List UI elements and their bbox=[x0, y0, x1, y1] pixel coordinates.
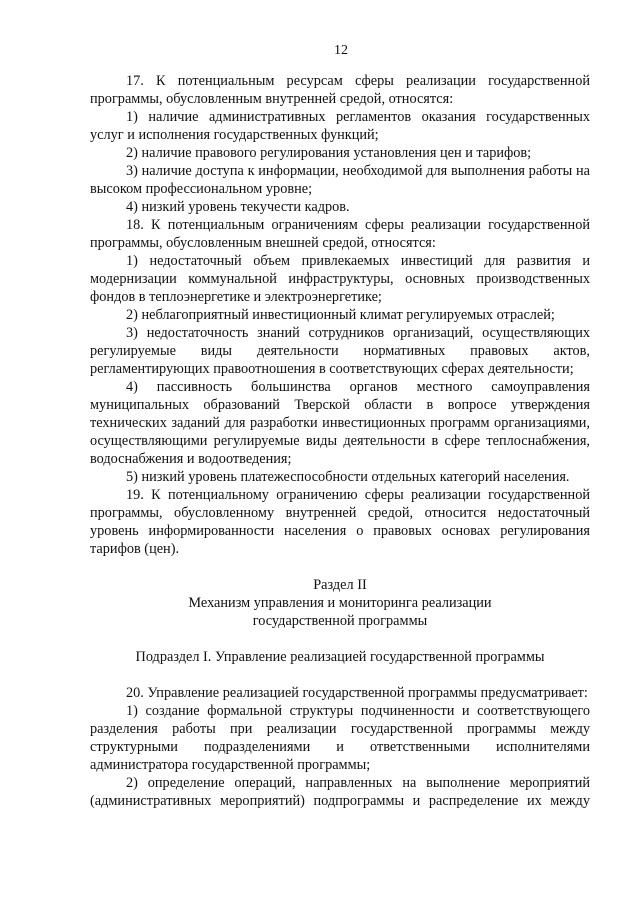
spacer bbox=[90, 666, 590, 684]
paragraph-17-item-1: 1) наличие административных регламентов оказания государственных услуг и исполнения государственных функций; bbox=[90, 109, 590, 143]
paragraph-17-item-4: 4) низкий уровень текучести кадров. bbox=[126, 199, 350, 215]
paragraph-18-item-1: 1) недостаточный объем привлекаемых инвестиций для развития и модернизации коммунальной инфраструктуры, основных производственных фондов в теплоэнергетике и электроэнергетике; bbox=[90, 253, 590, 305]
paragraph-19: 19. К потенциальному ограничению сферы реализации государственной программы, обусловленному внутренней средой, относится недостаточный уровень информированности населения о правовых основах регулирования тарифов (цен). bbox=[90, 487, 590, 557]
paragraph-20-item-1: 1) создание формальной структуры подчиненности и соответствующего разделения работы при реализации государственной программы между структурными подразделениями и ответственными исполнителями администратора государственной программы; bbox=[90, 703, 590, 773]
spacer bbox=[90, 558, 590, 576]
section-subtitle-line-1: Механизм управления и мониторинга реализации bbox=[188, 595, 492, 611]
paragraph-18-item-5: 5) низкий уровень платежеспособности отдельных категорий населения. bbox=[126, 469, 570, 485]
document-page bbox=[90, 42, 590, 810]
section-heading-block bbox=[90, 576, 590, 630]
paragraph-18-item-4: 4) пассивность большинства органов местного самоуправления муниципальных образований Тверской области в вопросе утверждения технических заданий для разработки инвестиционных программ организациями, осуществляющими регулируемые виды деятельности в сфере теплоснабжения, водоснабжения и водоотведения; bbox=[90, 379, 590, 467]
spacer bbox=[90, 630, 590, 648]
paragraph-18-item-2: 2) неблагоприятный инвестиционный климат регулируемых отраслей; bbox=[126, 307, 555, 323]
paragraph-18: 18. К потенциальным ограничениям сферы реализации государственной программы, обусловленным внешней средой, относятся: bbox=[90, 217, 590, 251]
paragraph-17: 17. К потенциальным ресурсам сферы реализации государственной программы, обусловленным внутренней средой, относятся: bbox=[90, 73, 590, 107]
paragraph-18-item-3: 3) недостаточность знаний сотрудников организаций, осуществляющих регулируемые виды деятельности нормативных правовых актов, регламентирующих правоотношения в соответствующих сферах деятельности; bbox=[90, 325, 590, 377]
subsection-title: Подраздел I. Управление реализацией государственной программы bbox=[135, 649, 545, 665]
paragraph-17-item-2: 2) наличие правового регулирования установления цен и тарифов; bbox=[126, 145, 532, 161]
paragraph-20-item-2: 2) определение операций, направленных на выполнение мероприятий (административных мероприятий) подпрограммы и распределение их между bbox=[90, 775, 590, 809]
paragraph-20: 20. Управление реализацией государственной программы предусматривает: bbox=[126, 685, 588, 701]
paragraph-17-item-3: 3) наличие доступа к информации, необходимой для выполнения работы на высоком профессиональном уровне; bbox=[90, 163, 590, 197]
section-title: Раздел II bbox=[313, 577, 367, 593]
page-number: 12 bbox=[334, 43, 348, 58]
section-subtitle-line-2: государственной программы bbox=[252, 613, 428, 629]
